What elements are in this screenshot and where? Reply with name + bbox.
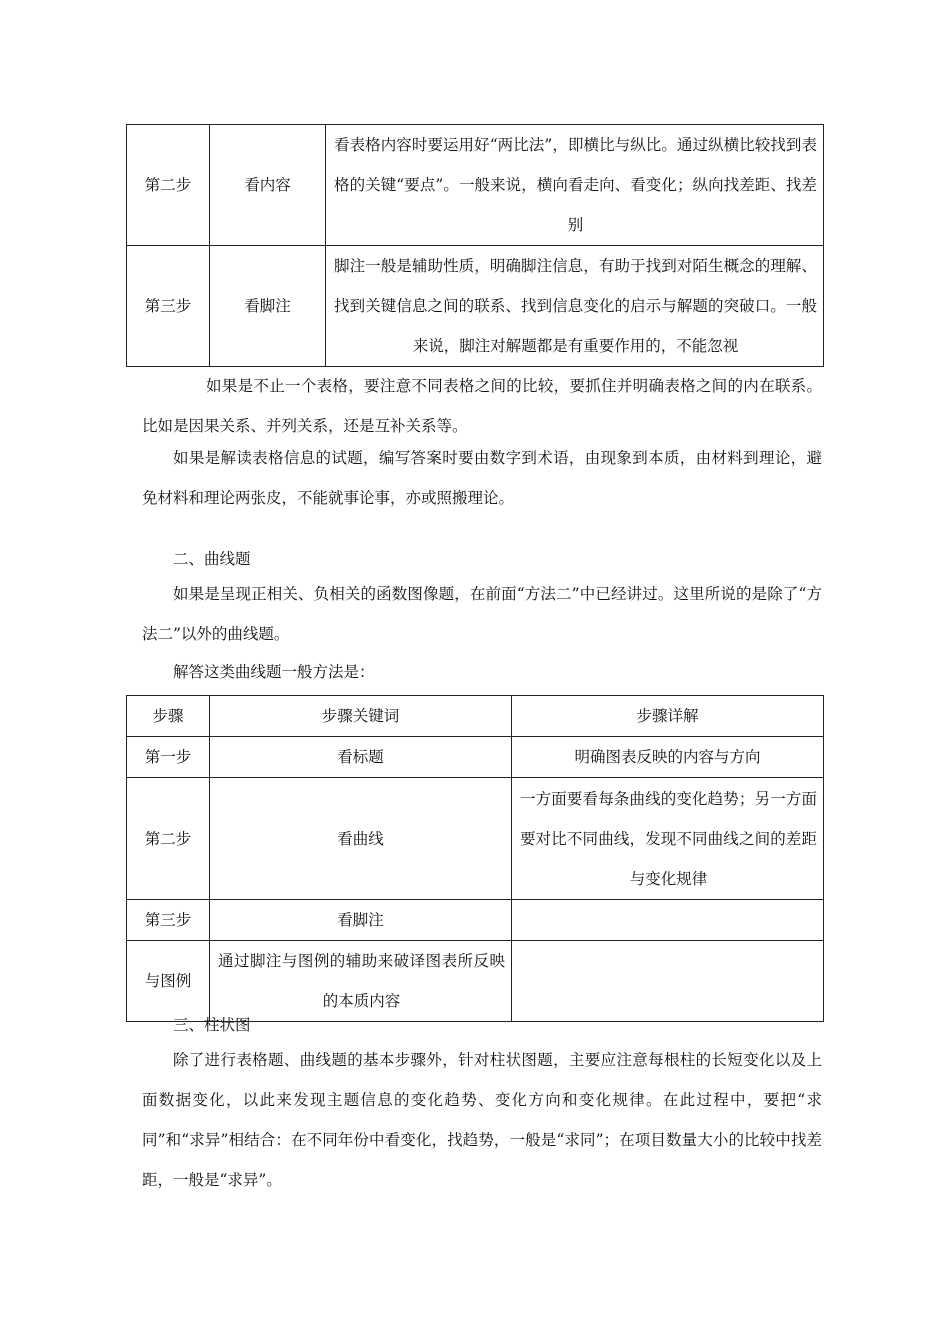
paragraph-multiple-tables: 如果是不止一个表格，要注意不同表格之间的比较，要抓住并明确表格之间的内在联系。比如是因果关系、并列关系，还是互补关系等。: [142, 377, 822, 435]
paragraph-answer-writing: 如果是解读表格信息的试题，编写答案时要由数字到术语，由现象到本质，由材料到理论，避免材料和理论两张皮，不能就事论事，亦或照搬理论。: [142, 449, 822, 507]
section-heading-curves: 二、曲线题: [173, 550, 251, 568]
step-cell: 第一步: [127, 737, 210, 778]
table-row: [127, 900, 824, 941]
step-cell: 与图例: [127, 941, 210, 1022]
keyword-cell: 通过脚注与图例的辅助来破译图表所反映的本质内容: [210, 941, 512, 1022]
table-row: [127, 941, 824, 1022]
column-header-keyword: 步骤关键词: [210, 696, 512, 737]
column-header-step: 步骤: [127, 696, 210, 737]
detail-cell: 一方面要看每条曲线的变化趋势；另一方面要对比不同曲线，发现不同曲线之间的差距与变化规律: [512, 778, 824, 900]
column-header-detail: 步骤详解: [512, 696, 824, 737]
curve-steps-table: [126, 695, 824, 1022]
step-cell: 第三步: [127, 246, 210, 367]
section-heading-bar-chart: 三、柱状图: [173, 1016, 251, 1034]
step-cell: 第三步: [127, 900, 210, 941]
keyword-cell: 看脚注: [210, 246, 326, 367]
detail-cell: [512, 900, 824, 941]
step-cell: 第二步: [127, 778, 210, 900]
keyword-cell: 看内容: [210, 125, 326, 246]
table-row: [127, 246, 824, 367]
steps-table-continued: [126, 124, 824, 367]
keyword-cell: 看标题: [210, 737, 512, 778]
step-cell: 第二步: [127, 125, 210, 246]
table-header-row: [127, 696, 824, 737]
table-row: [127, 778, 824, 900]
paragraph-curves-method: 解答这类曲线题一般方法是：: [173, 663, 375, 681]
detail-cell: 脚注一般是辅助性质，明确脚注信息，有助于找到对陌生概念的理解、找到关键信息之间的联系、找到信息变化的启示与解题的突破口。一般来说，脚注对解题都是有重要作用的，不能忽视: [326, 246, 824, 367]
detail-cell: 明确图表反映的内容与方向: [512, 737, 824, 778]
detail-cell: [512, 941, 824, 1022]
keyword-cell: 看曲线: [210, 778, 512, 900]
detail-cell: 看表格内容时要运用好“两比法”，即横比与纵比。通过纵横比较找到表格的关键“要点”。一般来说，横向看走向、看变化；纵向找差距、找差别: [326, 125, 824, 246]
paragraph-curves-intro: 如果是呈现正相关、负相关的函数图像题，在前面“方法二”中已经讲过。这里所说的是除了“方法二”以外的曲线题。: [142, 585, 822, 643]
table-row: [127, 737, 824, 778]
table-row: [127, 125, 824, 246]
paragraph-bar-chart: 除了进行表格题、曲线题的基本步骤外，针对柱状图题，主要应注意每根柱的长短变化以及上面数据变化，以此来发现主题信息的变化趋势、变化方向和变化规律。在此过程中，要把“求同”和“求异”相结合：在不同年份中看变化，找趋势，一般是“求同”；在项目数量大小的比较中找差距，一般是“求异”。: [142, 1051, 822, 1189]
keyword-cell: 看脚注: [210, 900, 512, 941]
